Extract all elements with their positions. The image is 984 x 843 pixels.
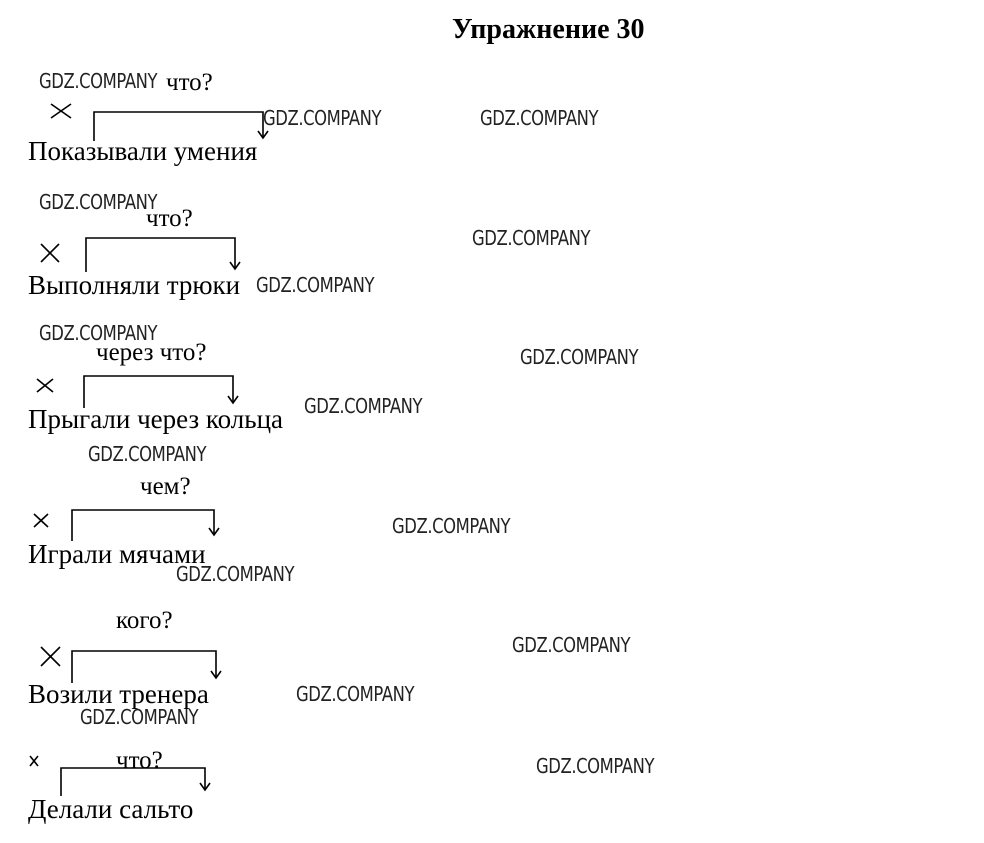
cross-icon [41, 647, 60, 666]
phrase-3: Прыгали через кольца [28, 404, 284, 434]
question-4: чем? [140, 473, 191, 500]
phrase-4: Играли мячами [28, 539, 206, 569]
question-6: что? [116, 747, 163, 774]
watermark: GDZ.COMPANY [520, 345, 639, 369]
cross-icon [41, 244, 59, 262]
watermark: GDZ.COMPANY [39, 69, 158, 93]
question-3: через что? [96, 339, 207, 366]
bracket-arrow-icon [61, 768, 210, 796]
watermark: GDZ.COMPANY [472, 226, 591, 250]
watermark: GDZ.COMPANY [39, 321, 158, 345]
watermark: GDZ.COMPANY [256, 273, 375, 297]
cross-icon [37, 379, 53, 392]
bracket-arrow-icon [84, 376, 238, 408]
watermark: GDZ.COMPANY [88, 442, 207, 466]
question-2: что? [146, 205, 193, 232]
phrase-2: Выполняли трюки [28, 270, 241, 300]
bracket-arrow-icon [72, 651, 221, 683]
bracket-arrow-icon [94, 112, 268, 141]
watermark: GDZ.COMPANY [263, 106, 382, 130]
watermark: GDZ.COMPANY [304, 394, 423, 418]
cross-icon [30, 756, 38, 766]
watermark: GDZ.COMPANY [512, 633, 631, 657]
cross-icon [51, 104, 71, 118]
watermark: GDZ.COMPANY [392, 514, 511, 538]
watermark: GDZ.COMPANY [80, 705, 199, 729]
watermark: GDZ.COMPANY [296, 682, 415, 706]
phrase-5: Возили тренера [28, 679, 209, 709]
bracket-arrow-icon [86, 238, 240, 272]
question-5: кого? [116, 607, 173, 634]
cross-icon [34, 514, 48, 527]
watermark: GDZ.COMPANY [39, 190, 158, 214]
watermark: GDZ.COMPANY [536, 754, 655, 778]
bracket-arrow-icon [72, 510, 219, 541]
phrase-1: Показывали умения [28, 136, 258, 166]
exercise-title: Упражнение 30 [452, 14, 645, 45]
watermark: GDZ.COMPANY [480, 106, 599, 130]
phrase-6: Делали сальто [28, 794, 194, 824]
watermark: GDZ.COMPANY [176, 562, 295, 586]
question-1: что? [166, 69, 213, 96]
